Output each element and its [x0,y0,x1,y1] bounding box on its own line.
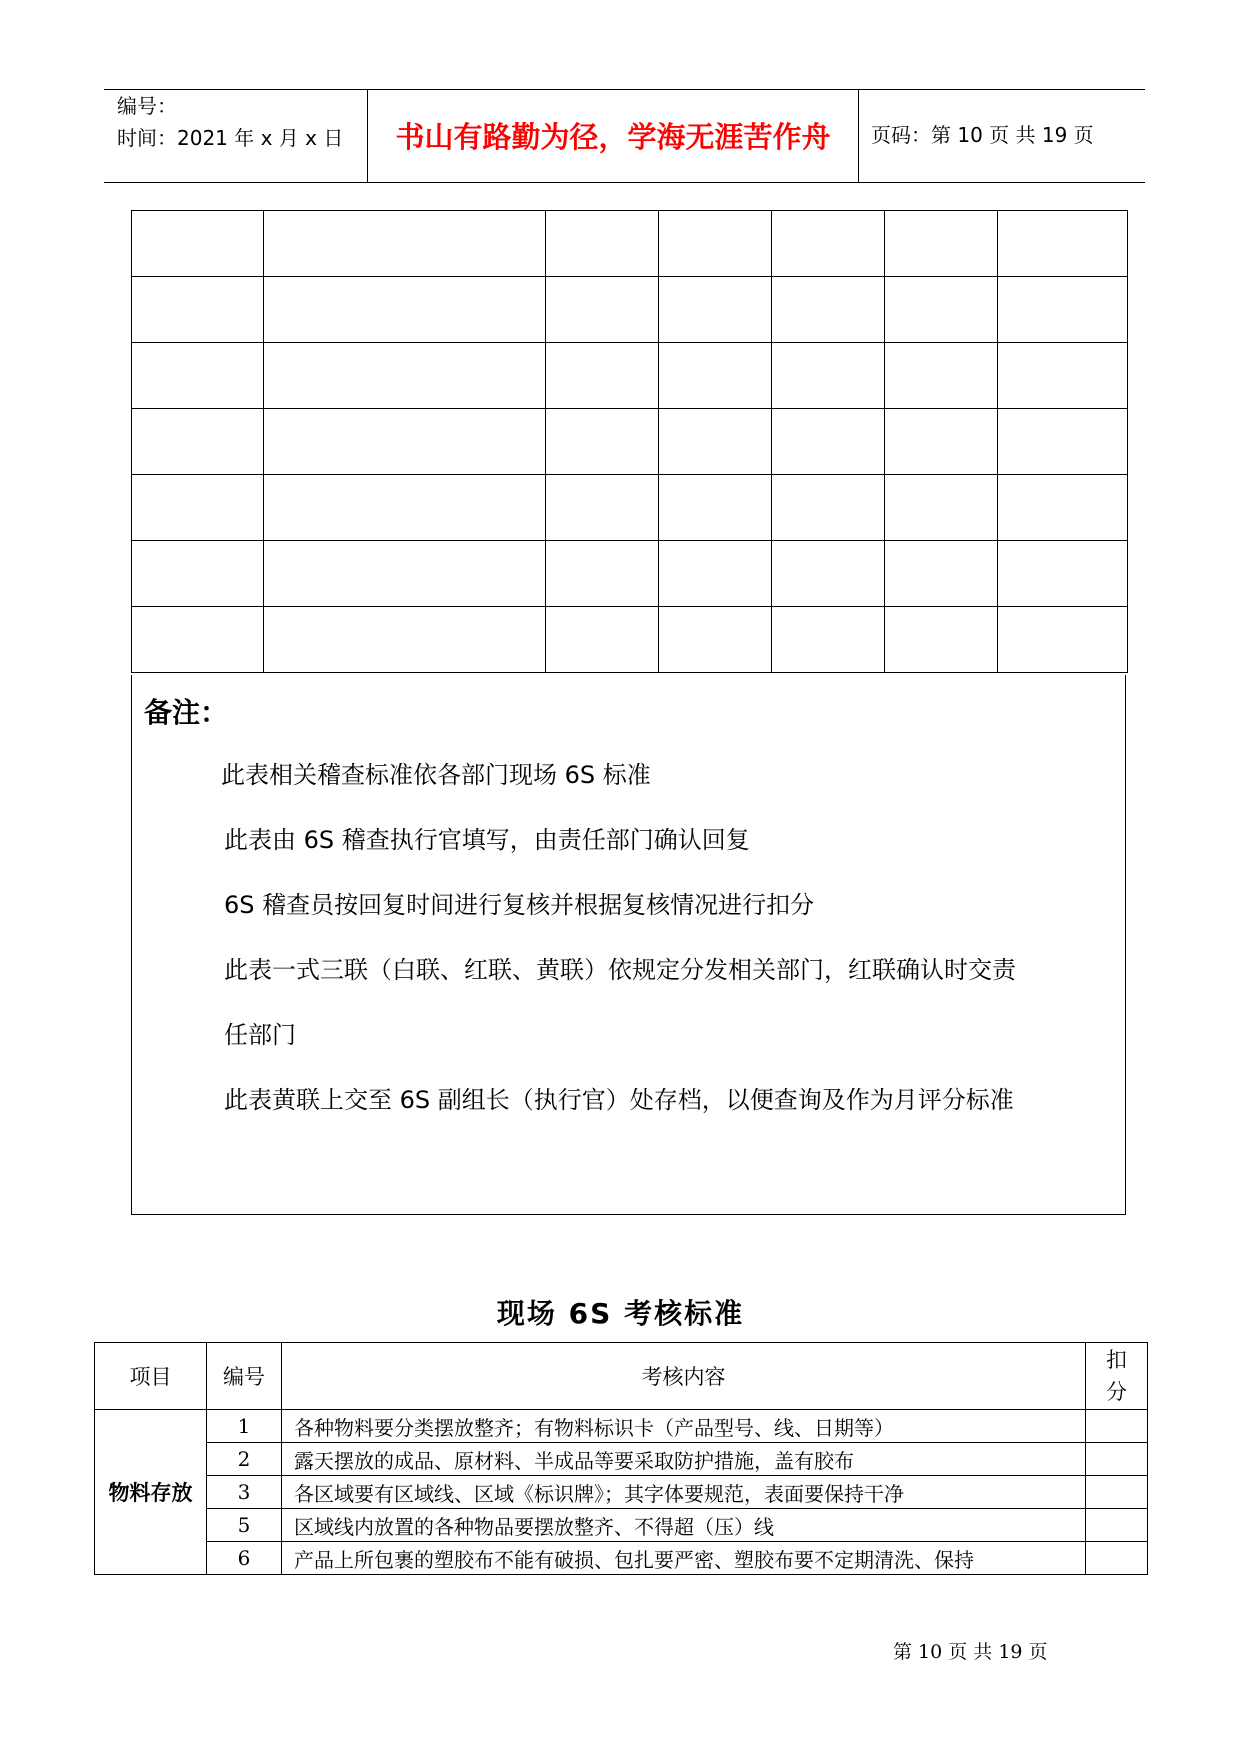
grid-cell [998,409,1128,475]
grid-cell [264,541,546,607]
note-item: 6S 稽查员按回复时间进行复核并根据复核情况进行扣分 [224,891,815,919]
note-item: 此表黄联上交至 6S 副组长（执行官）处存档，以便查询及作为月评分标准 [224,1086,1014,1114]
grid-row [132,277,1128,343]
grid-cell [885,607,998,673]
grid-row [132,541,1128,607]
grid-cell [998,475,1128,541]
grid-cell [772,409,885,475]
table-header-row [95,1343,1148,1410]
category-cell: 物料存放 [95,1410,207,1575]
grid-cell [132,409,264,475]
grid-cell [772,343,885,409]
col-header-deduct [1086,1343,1148,1410]
grid-cell [998,211,1128,277]
grid-cell [885,541,998,607]
grid-cell [998,277,1128,343]
inspection-table [131,210,1128,673]
grid-cell [546,211,659,277]
grid-cell [546,277,659,343]
grid-cell [132,343,264,409]
grid-cell [885,343,998,409]
header-divider [858,89,859,182]
grid-cell [659,211,772,277]
grid-cell [132,607,264,673]
row-number: 3 [207,1476,282,1509]
deduct-char-2: 分 [1106,1380,1127,1404]
number-label: 编号： [117,94,177,118]
deduct-cell [1086,1476,1148,1509]
grid-row [132,475,1128,541]
table-row [95,1443,1148,1476]
table-row [95,1476,1148,1509]
col-header-item: 项目 [95,1343,207,1410]
grid-cell [264,475,546,541]
header-bottom-rule [104,182,1145,183]
header-meta [117,90,343,154]
grid-cell [546,607,659,673]
grid-cell [885,277,998,343]
grid-row [132,343,1128,409]
row-content: 各种物料要分类摆放整齐；有物料标识卡（产品型号、线、日期等） [282,1410,1086,1443]
note-item: 此表相关稽查标准依各部门现场 6S 标准 [221,761,651,789]
standard-table [94,1342,1148,1575]
deduct-cell [1086,1509,1148,1542]
grid-cell [264,607,546,673]
grid-cell [132,211,264,277]
grid-cell [132,541,264,607]
grid-cell [132,277,264,343]
grid-cell [659,607,772,673]
header-page-label: 页码：第 10 页 共 19 页 [871,123,1094,147]
row-content: 露天摆放的成品、原材料、半成品等要采取防护措施，盖有胶布 [282,1443,1086,1476]
grid-cell [659,475,772,541]
row-content: 区域线内放置的各种物品要摆放整齐、不得超（压）线 [282,1509,1086,1542]
grid-cell [546,343,659,409]
row-number: 1 [207,1410,282,1443]
deduct-char-1: 扣 [1106,1348,1127,1372]
header-motto: 书山有路勤为径，学海无涯苦作舟 [395,120,831,154]
grid-row [132,409,1128,475]
note-item: 此表一式三联（白联、红联、黄联）依规定分发相关部门，红联确认时交责 [224,956,1016,984]
grid-cell [546,409,659,475]
grid-cell [885,211,998,277]
grid-cell [998,343,1128,409]
grid-cell [772,211,885,277]
grid-cell [659,277,772,343]
note-item: 任部门 [224,1021,296,1049]
grid-cell [264,409,546,475]
time-label: 时间：2021 年 x 月 x 日 [117,126,344,150]
deduct-cell [1086,1410,1148,1443]
grid-cell [264,277,546,343]
grid-row [132,211,1128,277]
grid-cell [659,343,772,409]
row-content: 各区域要有区域线、区域《标识牌》；其字体要规范，表面要保持干净 [282,1476,1086,1509]
grid-cell [772,607,885,673]
grid-cell [546,475,659,541]
col-header-content: 考核内容 [282,1343,1086,1410]
page-footer: 第 10 页 共 19 页 [893,1641,1048,1663]
note-item: 此表由 6S 稽查执行官填写，由责任部门确认回复 [224,826,750,854]
grid-cell [772,541,885,607]
row-number: 5 [207,1509,282,1542]
section-title: 现场 6S 考核标准 [496,1297,745,1330]
row-content: 产品上所包裹的塑胶布不能有破损、包扎要严密、塑胶布要不定期清洗、保持 [282,1542,1086,1575]
row-number: 2 [207,1443,282,1476]
row-number: 6 [207,1542,282,1575]
grid-cell [885,475,998,541]
grid-row [132,607,1128,673]
col-header-number: 编号 [207,1343,282,1410]
grid-cell [998,607,1128,673]
grid-cell [885,409,998,475]
grid-cell [659,409,772,475]
grid-cell [546,541,659,607]
notes-box [131,675,1126,1215]
deduct-cell [1086,1443,1148,1476]
grid-cell [132,475,264,541]
grid-cell [264,343,546,409]
table-row [95,1410,1148,1443]
table-row [95,1509,1148,1542]
grid-cell [659,541,772,607]
grid-cell [772,475,885,541]
grid-cell [264,211,546,277]
notes-title: 备注： [144,696,229,729]
grid-cell [998,541,1128,607]
grid-cell [772,277,885,343]
table-row [95,1542,1148,1575]
deduct-cell [1086,1542,1148,1575]
